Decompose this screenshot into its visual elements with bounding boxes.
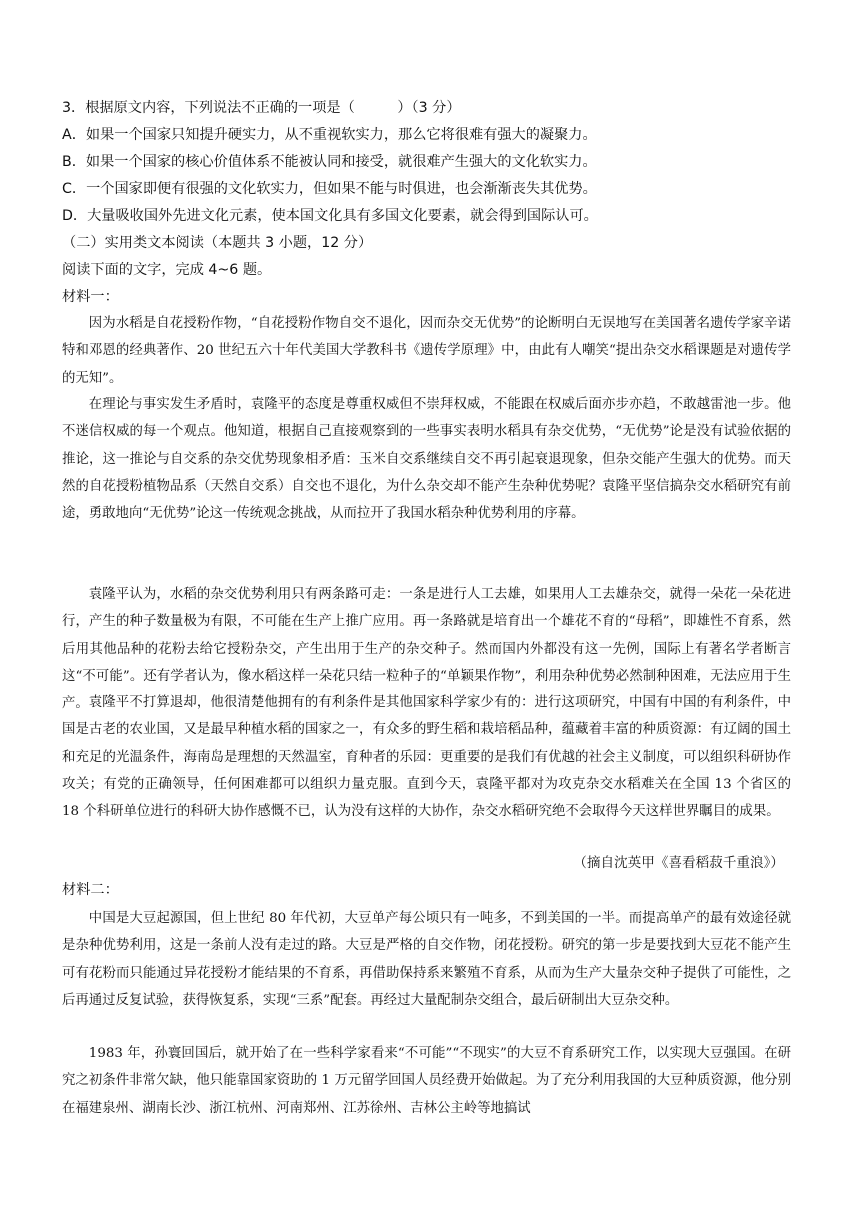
question-3-stem: 3．根据原文内容，下列说法不正确的一项是（ ）（3 分） xyxy=(62,100,461,116)
material-1-paragraph-1: 因为水稻是自花授粉作物，“自花授粉作物自交不退化，因而杂交无优势”的论断明白无误地写在美国著名遗传学家辛诺特和邓恩的经典著作、20 世纪五六十年代美国大学教科书《遗传学原理》中，由此有人嘲笑“提出杂交水稻课题是对遗传学的无知”。 xyxy=(62,316,791,386)
question-3-option-a: A．如果一个国家只知提升硬实力，从不重视软实力，那么它将很难有强大的凝聚力。 xyxy=(62,127,597,143)
section-2-instruction: 阅读下面的文字，完成 4~6 题。 xyxy=(62,262,272,278)
material-2-paragraph-2: 1983 年，孙寰回国后，就开始了在一些科学家看来“不可能”“不现实”的大豆不育系研究工作，以实现大豆强国。在研究之初条件非常欠缺，他只能靠国家资助的 1 万元留学回国人员经费开始做起。为了充分利用我国的大豆种质资源，他分别在福建泉州、湖南长沙、浙江杭州、河南郑州、江苏徐州、吉林公主岭等地搞试 xyxy=(62,1046,791,1116)
material-1-paragraph-3: 袁隆平认为，水稻的杂交优势利用只有两条路可走：一条是进行人工去雄，如果用人工去雄杂交，就得一朵花一朵花进行，产生的种子数量极为有限，不可能在生产上推广应用。再一条路就是培育出一个雄花不育的“母稻”，即雄性不育系，然后用其他品种的花粉去给它授粉杂交，产生出用于生产的杂交种子。然而国内外都没有这一先例，国际上有著名学者断言这“不可能”。还有学者认为，像水稻这样一朵花只结一粒种子的“单颖果作物”，利用杂种优势必然制种困难，无法应用于生产。 xyxy=(62,587,791,712)
material-2-paragraph-1: 中国是大豆起源国，但上世纪 80 年代初，大豆单产每公顷只有一吨多，不到美国的一半。而提高单产的最有效途径就是杂种优势利用，这是一条前人没有走过的路。大豆是严格的自交作物，闭花授粉。研究的第一步是要找到大豆花不能产生可有花粉而只能通过异花授粉才能结果的不育系，再借助保持系来繁殖不育系，从而为生产大量杂交种子提供了可能性，之后再通过反复试验，获得恢复系，实现“三系”配套。再经过大量配制杂交组合，最后研制出大豆杂交种。 xyxy=(62,911,791,1008)
question-3-option-b: B．如果一个国家的核心价值体系不能被认同和接受，就很难产生强大的文化软实力。 xyxy=(62,154,597,170)
material-1-paragraph-4: 袁隆平不打算退却，他很清楚他拥有的有利条件是其他国家科学家少有的：进行这项研究，中国有中国的有利条件，中国是古老的农业国，又是最早种植水稻的国家之一，有众多的野生稻和栽培稻品种，蕴藏着丰富的种质资源：有辽阔的国土和充足的光温条件，海南岛是理想的天然温室，育种者的乐园：更重要的是我们有优越的社会主义制度，可以组织科研协作攻关；有党的正确领导，任何困难都可以组织力量克服。直到今天，袁隆平都对为攻克杂交水稻难关在全国 13 个省区的 18 个科研单位进行的科研大协作感慨不已，认为没有这样的大协作，杂交水稻研究绝不会取得今天这样世界瞩目的成果。 xyxy=(62,695,791,820)
section-2-heading: （二）实用类文本阅读（本题共 3 小题，12 分） xyxy=(62,235,373,251)
material-1-source: （摘自沈英甲《喜看稻菽千重浪》） xyxy=(573,855,784,871)
material-1-paragraph-2: 在理论与事实发生矛盾时，袁隆平的态度是尊重权威但不崇拜权威，不能跟在权威后面亦步亦趋，不敢越雷池一步。他不迷信权威的每一个观点。他知道，根据自己直接观察到的一些事实表明水稻具有杂交优势，“无优势”论是没有试验依据的推论，这一推论与自交系的杂交优势现象相矛盾：玉米自交系继续自交不再引起衰退现象，但杂交能产生强大的优势。而天然的自花授粉植物品系（天然自交系）自交也不退化，为什么杂交却不能产生杂种优势呢？袁隆平坚信搞杂交水稻研究有前途，勇敢地向“无优势”论这一传统观念挑战，从而拉开了我国水稻杂种优势利用的序幕。 xyxy=(62,397,791,522)
material-2-label: 材料二： xyxy=(62,882,119,898)
question-3-option-c: C．一个国家即便有很强的文化软实力，但如果不能与时俱进，也会渐渐丧失其优势。 xyxy=(62,181,597,197)
question-3-option-d: D．大量吸收国外先进文化元素，使本国文化具有多国文化要素，就会得到国际认可。 xyxy=(62,208,598,224)
material-1-label: 材料一： xyxy=(62,289,119,305)
